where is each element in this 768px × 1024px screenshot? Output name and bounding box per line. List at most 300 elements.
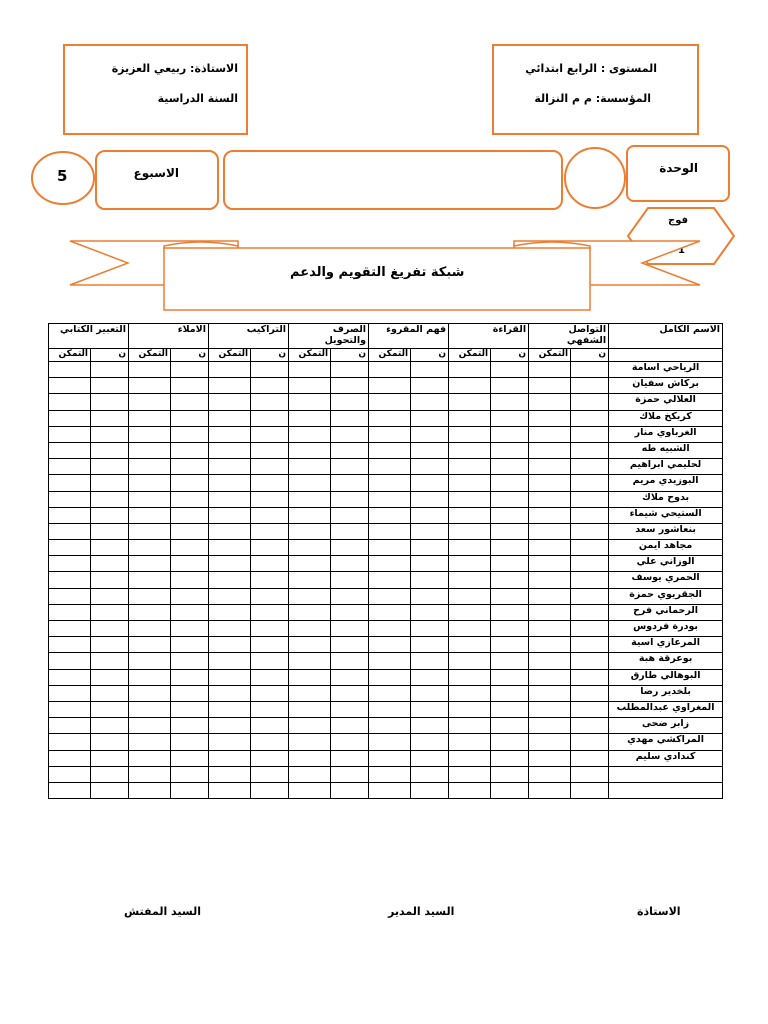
- score-cell[interactable]: [91, 491, 129, 507]
- score-cell[interactable]: [171, 378, 209, 394]
- score-cell[interactable]: [171, 685, 209, 701]
- score-cell[interactable]: [129, 621, 171, 637]
- score-cell[interactable]: [491, 442, 529, 458]
- score-cell[interactable]: [331, 653, 369, 669]
- score-cell[interactable]: [209, 653, 251, 669]
- score-cell[interactable]: [529, 572, 571, 588]
- score-cell[interactable]: [331, 588, 369, 604]
- score-cell[interactable]: [129, 442, 171, 458]
- score-cell[interactable]: [129, 766, 171, 782]
- score-cell[interactable]: [289, 442, 331, 458]
- score-cell[interactable]: [369, 507, 411, 523]
- score-cell[interactable]: [289, 378, 331, 394]
- score-cell[interactable]: [449, 523, 491, 539]
- score-cell[interactable]: [411, 475, 449, 491]
- score-cell[interactable]: [491, 685, 529, 701]
- score-cell[interactable]: [209, 750, 251, 766]
- score-cell[interactable]: [369, 588, 411, 604]
- score-cell[interactable]: [49, 426, 91, 442]
- score-cell[interactable]: [491, 637, 529, 653]
- score-cell[interactable]: [289, 653, 331, 669]
- score-cell[interactable]: [91, 556, 129, 572]
- score-cell[interactable]: [331, 604, 369, 620]
- score-cell[interactable]: [369, 701, 411, 717]
- score-cell[interactable]: [171, 442, 209, 458]
- score-cell[interactable]: [251, 475, 289, 491]
- score-cell[interactable]: [449, 491, 491, 507]
- score-cell[interactable]: [209, 426, 251, 442]
- score-cell[interactable]: [369, 718, 411, 734]
- score-cell[interactable]: [411, 701, 449, 717]
- score-cell[interactable]: [491, 604, 529, 620]
- score-cell[interactable]: [171, 475, 209, 491]
- score-cell[interactable]: [529, 410, 571, 426]
- score-cell[interactable]: [251, 378, 289, 394]
- score-cell[interactable]: [369, 637, 411, 653]
- score-cell[interactable]: [369, 604, 411, 620]
- score-cell[interactable]: [571, 491, 609, 507]
- score-cell[interactable]: [331, 637, 369, 653]
- score-cell[interactable]: [49, 701, 91, 717]
- score-cell[interactable]: [571, 523, 609, 539]
- score-cell[interactable]: [49, 621, 91, 637]
- score-cell[interactable]: [251, 685, 289, 701]
- score-cell[interactable]: [571, 556, 609, 572]
- score-cell[interactable]: [171, 669, 209, 685]
- score-cell[interactable]: [369, 394, 411, 410]
- score-cell[interactable]: [49, 637, 91, 653]
- score-cell[interactable]: [209, 669, 251, 685]
- score-cell[interactable]: [289, 669, 331, 685]
- score-cell[interactable]: [491, 653, 529, 669]
- score-cell[interactable]: [289, 523, 331, 539]
- score-cell[interactable]: [91, 540, 129, 556]
- score-cell[interactable]: [91, 685, 129, 701]
- score-cell[interactable]: [251, 653, 289, 669]
- score-cell[interactable]: [529, 637, 571, 653]
- score-cell[interactable]: [171, 362, 209, 378]
- score-cell[interactable]: [171, 507, 209, 523]
- score-cell[interactable]: [369, 491, 411, 507]
- score-cell[interactable]: [209, 734, 251, 750]
- score-cell[interactable]: [91, 766, 129, 782]
- score-cell[interactable]: [571, 394, 609, 410]
- score-cell[interactable]: [571, 685, 609, 701]
- score-cell[interactable]: [411, 459, 449, 475]
- score-cell[interactable]: [411, 507, 449, 523]
- score-cell[interactable]: [49, 766, 91, 782]
- score-cell[interactable]: [449, 750, 491, 766]
- score-cell[interactable]: [491, 588, 529, 604]
- score-cell[interactable]: [91, 621, 129, 637]
- score-cell[interactable]: [251, 523, 289, 539]
- score-cell[interactable]: [369, 540, 411, 556]
- score-cell[interactable]: [331, 685, 369, 701]
- score-cell[interactable]: [411, 718, 449, 734]
- score-cell[interactable]: [411, 426, 449, 442]
- score-cell[interactable]: [529, 540, 571, 556]
- score-cell[interactable]: [449, 588, 491, 604]
- score-cell[interactable]: [529, 588, 571, 604]
- score-cell[interactable]: [129, 637, 171, 653]
- score-cell[interactable]: [369, 362, 411, 378]
- score-cell[interactable]: [369, 556, 411, 572]
- score-cell[interactable]: [209, 442, 251, 458]
- score-cell[interactable]: [171, 491, 209, 507]
- score-cell[interactable]: [369, 669, 411, 685]
- score-cell[interactable]: [571, 540, 609, 556]
- score-cell[interactable]: [289, 491, 331, 507]
- score-cell[interactable]: [289, 362, 331, 378]
- score-cell[interactable]: [491, 766, 529, 782]
- score-cell[interactable]: [369, 410, 411, 426]
- score-cell[interactable]: [129, 426, 171, 442]
- score-cell[interactable]: [331, 394, 369, 410]
- score-cell[interactable]: [91, 750, 129, 766]
- score-cell[interactable]: [571, 442, 609, 458]
- score-cell[interactable]: [449, 426, 491, 442]
- score-cell[interactable]: [251, 540, 289, 556]
- score-cell[interactable]: [49, 718, 91, 734]
- score-cell[interactable]: [331, 426, 369, 442]
- score-cell[interactable]: [331, 491, 369, 507]
- score-cell[interactable]: [331, 442, 369, 458]
- score-cell[interactable]: [331, 750, 369, 766]
- score-cell[interactable]: [289, 394, 331, 410]
- score-cell[interactable]: [331, 362, 369, 378]
- score-cell[interactable]: [571, 604, 609, 620]
- score-cell[interactable]: [369, 750, 411, 766]
- score-cell[interactable]: [289, 782, 331, 798]
- score-cell[interactable]: [529, 685, 571, 701]
- score-cell[interactable]: [369, 475, 411, 491]
- score-cell[interactable]: [571, 750, 609, 766]
- score-cell[interactable]: [411, 766, 449, 782]
- score-cell[interactable]: [289, 750, 331, 766]
- score-cell[interactable]: [491, 459, 529, 475]
- score-cell[interactable]: [369, 653, 411, 669]
- score-cell[interactable]: [209, 459, 251, 475]
- score-cell[interactable]: [571, 507, 609, 523]
- score-cell[interactable]: [491, 394, 529, 410]
- score-cell[interactable]: [171, 734, 209, 750]
- score-cell[interactable]: [289, 507, 331, 523]
- score-cell[interactable]: [331, 507, 369, 523]
- score-cell[interactable]: [411, 734, 449, 750]
- score-cell[interactable]: [331, 475, 369, 491]
- score-cell[interactable]: [251, 442, 289, 458]
- score-cell[interactable]: [289, 621, 331, 637]
- score-cell[interactable]: [91, 782, 129, 798]
- score-cell[interactable]: [49, 604, 91, 620]
- score-cell[interactable]: [209, 782, 251, 798]
- score-cell[interactable]: [209, 588, 251, 604]
- score-cell[interactable]: [171, 410, 209, 426]
- score-cell[interactable]: [331, 410, 369, 426]
- score-cell[interactable]: [49, 572, 91, 588]
- score-cell[interactable]: [171, 637, 209, 653]
- score-cell[interactable]: [449, 734, 491, 750]
- score-cell[interactable]: [49, 507, 91, 523]
- score-cell[interactable]: [49, 782, 91, 798]
- score-cell[interactable]: [91, 572, 129, 588]
- score-cell[interactable]: [49, 540, 91, 556]
- score-cell[interactable]: [529, 734, 571, 750]
- score-cell[interactable]: [91, 588, 129, 604]
- score-cell[interactable]: [49, 734, 91, 750]
- score-cell[interactable]: [571, 410, 609, 426]
- score-cell[interactable]: [129, 572, 171, 588]
- score-cell[interactable]: [129, 734, 171, 750]
- score-cell[interactable]: [411, 556, 449, 572]
- score-cell[interactable]: [449, 475, 491, 491]
- score-cell[interactable]: [129, 378, 171, 394]
- score-cell[interactable]: [171, 523, 209, 539]
- score-cell[interactable]: [449, 410, 491, 426]
- score-cell[interactable]: [491, 556, 529, 572]
- score-cell[interactable]: [209, 637, 251, 653]
- score-cell[interactable]: [129, 523, 171, 539]
- score-cell[interactable]: [289, 459, 331, 475]
- score-cell[interactable]: [491, 621, 529, 637]
- score-cell[interactable]: [91, 701, 129, 717]
- score-cell[interactable]: [289, 685, 331, 701]
- score-cell[interactable]: [411, 604, 449, 620]
- score-cell[interactable]: [209, 540, 251, 556]
- score-cell[interactable]: [129, 410, 171, 426]
- score-cell[interactable]: [571, 782, 609, 798]
- score-cell[interactable]: [529, 475, 571, 491]
- score-cell[interactable]: [411, 685, 449, 701]
- score-cell[interactable]: [449, 459, 491, 475]
- score-cell[interactable]: [289, 410, 331, 426]
- score-cell[interactable]: [331, 378, 369, 394]
- score-cell[interactable]: [49, 588, 91, 604]
- score-cell[interactable]: [171, 572, 209, 588]
- score-cell[interactable]: [129, 394, 171, 410]
- score-cell[interactable]: [331, 718, 369, 734]
- score-cell[interactable]: [369, 459, 411, 475]
- score-cell[interactable]: [289, 475, 331, 491]
- score-cell[interactable]: [491, 378, 529, 394]
- score-cell[interactable]: [529, 394, 571, 410]
- score-cell[interactable]: [251, 410, 289, 426]
- score-cell[interactable]: [369, 685, 411, 701]
- score-cell[interactable]: [171, 588, 209, 604]
- score-cell[interactable]: [209, 701, 251, 717]
- score-cell[interactable]: [571, 621, 609, 637]
- score-cell[interactable]: [449, 394, 491, 410]
- score-cell[interactable]: [529, 523, 571, 539]
- score-cell[interactable]: [411, 378, 449, 394]
- score-cell[interactable]: [529, 718, 571, 734]
- score-cell[interactable]: [171, 653, 209, 669]
- score-cell[interactable]: [449, 669, 491, 685]
- score-cell[interactable]: [49, 556, 91, 572]
- score-cell[interactable]: [411, 750, 449, 766]
- score-cell[interactable]: [411, 637, 449, 653]
- score-cell[interactable]: [209, 604, 251, 620]
- score-cell[interactable]: [491, 718, 529, 734]
- score-cell[interactable]: [289, 604, 331, 620]
- score-cell[interactable]: [251, 701, 289, 717]
- score-cell[interactable]: [289, 701, 331, 717]
- score-cell[interactable]: [449, 621, 491, 637]
- score-cell[interactable]: [369, 523, 411, 539]
- score-cell[interactable]: [491, 507, 529, 523]
- score-cell[interactable]: [449, 362, 491, 378]
- score-cell[interactable]: [449, 556, 491, 572]
- score-cell[interactable]: [91, 362, 129, 378]
- score-cell[interactable]: [49, 750, 91, 766]
- score-cell[interactable]: [369, 782, 411, 798]
- score-cell[interactable]: [529, 556, 571, 572]
- score-cell[interactable]: [209, 572, 251, 588]
- score-cell[interactable]: [411, 491, 449, 507]
- score-cell[interactable]: [91, 718, 129, 734]
- score-cell[interactable]: [571, 637, 609, 653]
- score-cell[interactable]: [289, 588, 331, 604]
- score-cell[interactable]: [209, 507, 251, 523]
- score-cell[interactable]: [571, 653, 609, 669]
- score-cell[interactable]: [49, 475, 91, 491]
- score-cell[interactable]: [289, 766, 331, 782]
- score-cell[interactable]: [411, 523, 449, 539]
- score-cell[interactable]: [171, 750, 209, 766]
- score-cell[interactable]: [171, 782, 209, 798]
- score-cell[interactable]: [331, 782, 369, 798]
- score-cell[interactable]: [171, 718, 209, 734]
- score-cell[interactable]: [331, 556, 369, 572]
- score-cell[interactable]: [209, 556, 251, 572]
- score-cell[interactable]: [529, 750, 571, 766]
- score-cell[interactable]: [91, 426, 129, 442]
- score-cell[interactable]: [449, 507, 491, 523]
- score-cell[interactable]: [129, 556, 171, 572]
- score-cell[interactable]: [251, 718, 289, 734]
- score-cell[interactable]: [91, 734, 129, 750]
- score-cell[interactable]: [529, 491, 571, 507]
- score-cell[interactable]: [529, 604, 571, 620]
- score-cell[interactable]: [251, 491, 289, 507]
- score-cell[interactable]: [449, 540, 491, 556]
- score-cell[interactable]: [449, 653, 491, 669]
- score-cell[interactable]: [49, 378, 91, 394]
- score-cell[interactable]: [49, 491, 91, 507]
- score-cell[interactable]: [91, 637, 129, 653]
- score-cell[interactable]: [251, 621, 289, 637]
- score-cell[interactable]: [289, 540, 331, 556]
- score-cell[interactable]: [251, 588, 289, 604]
- score-cell[interactable]: [529, 459, 571, 475]
- score-cell[interactable]: [49, 362, 91, 378]
- score-cell[interactable]: [449, 637, 491, 653]
- score-cell[interactable]: [251, 426, 289, 442]
- score-cell[interactable]: [491, 572, 529, 588]
- score-cell[interactable]: [331, 621, 369, 637]
- score-cell[interactable]: [529, 782, 571, 798]
- score-cell[interactable]: [529, 378, 571, 394]
- score-cell[interactable]: [91, 394, 129, 410]
- score-cell[interactable]: [411, 410, 449, 426]
- score-cell[interactable]: [171, 556, 209, 572]
- score-cell[interactable]: [289, 426, 331, 442]
- score-cell[interactable]: [369, 378, 411, 394]
- score-cell[interactable]: [251, 459, 289, 475]
- score-cell[interactable]: [171, 394, 209, 410]
- score-cell[interactable]: [491, 701, 529, 717]
- score-cell[interactable]: [129, 669, 171, 685]
- score-cell[interactable]: [411, 621, 449, 637]
- score-cell[interactable]: [251, 750, 289, 766]
- score-cell[interactable]: [251, 572, 289, 588]
- score-cell[interactable]: [449, 442, 491, 458]
- score-cell[interactable]: [49, 442, 91, 458]
- score-cell[interactable]: [571, 669, 609, 685]
- score-cell[interactable]: [171, 621, 209, 637]
- score-cell[interactable]: [491, 410, 529, 426]
- score-cell[interactable]: [529, 653, 571, 669]
- score-cell[interactable]: [369, 426, 411, 442]
- score-cell[interactable]: [49, 410, 91, 426]
- score-cell[interactable]: [491, 750, 529, 766]
- score-cell[interactable]: [129, 685, 171, 701]
- score-cell[interactable]: [491, 475, 529, 491]
- score-cell[interactable]: [571, 734, 609, 750]
- score-cell[interactable]: [449, 572, 491, 588]
- score-cell[interactable]: [571, 459, 609, 475]
- score-cell[interactable]: [411, 782, 449, 798]
- score-cell[interactable]: [449, 766, 491, 782]
- score-cell[interactable]: [331, 701, 369, 717]
- score-cell[interactable]: [369, 621, 411, 637]
- score-cell[interactable]: [449, 782, 491, 798]
- score-cell[interactable]: [331, 734, 369, 750]
- score-cell[interactable]: [209, 410, 251, 426]
- score-cell[interactable]: [289, 572, 331, 588]
- score-cell[interactable]: [251, 362, 289, 378]
- score-cell[interactable]: [491, 734, 529, 750]
- score-cell[interactable]: [449, 685, 491, 701]
- score-cell[interactable]: [209, 621, 251, 637]
- score-cell[interactable]: [129, 750, 171, 766]
- score-cell[interactable]: [449, 604, 491, 620]
- score-cell[interactable]: [449, 378, 491, 394]
- score-cell[interactable]: [251, 556, 289, 572]
- score-cell[interactable]: [91, 523, 129, 539]
- score-cell[interactable]: [129, 604, 171, 620]
- score-cell[interactable]: [571, 426, 609, 442]
- score-cell[interactable]: [129, 782, 171, 798]
- score-cell[interactable]: [449, 701, 491, 717]
- score-cell[interactable]: [49, 685, 91, 701]
- score-cell[interactable]: [411, 442, 449, 458]
- score-cell[interactable]: [49, 669, 91, 685]
- score-cell[interactable]: [49, 394, 91, 410]
- score-cell[interactable]: [91, 604, 129, 620]
- score-cell[interactable]: [491, 782, 529, 798]
- score-cell[interactable]: [91, 378, 129, 394]
- score-cell[interactable]: [331, 540, 369, 556]
- score-cell[interactable]: [411, 394, 449, 410]
- score-cell[interactable]: [91, 653, 129, 669]
- score-cell[interactable]: [129, 507, 171, 523]
- score-cell[interactable]: [251, 604, 289, 620]
- score-cell[interactable]: [491, 362, 529, 378]
- score-cell[interactable]: [251, 394, 289, 410]
- score-cell[interactable]: [491, 491, 529, 507]
- score-cell[interactable]: [209, 394, 251, 410]
